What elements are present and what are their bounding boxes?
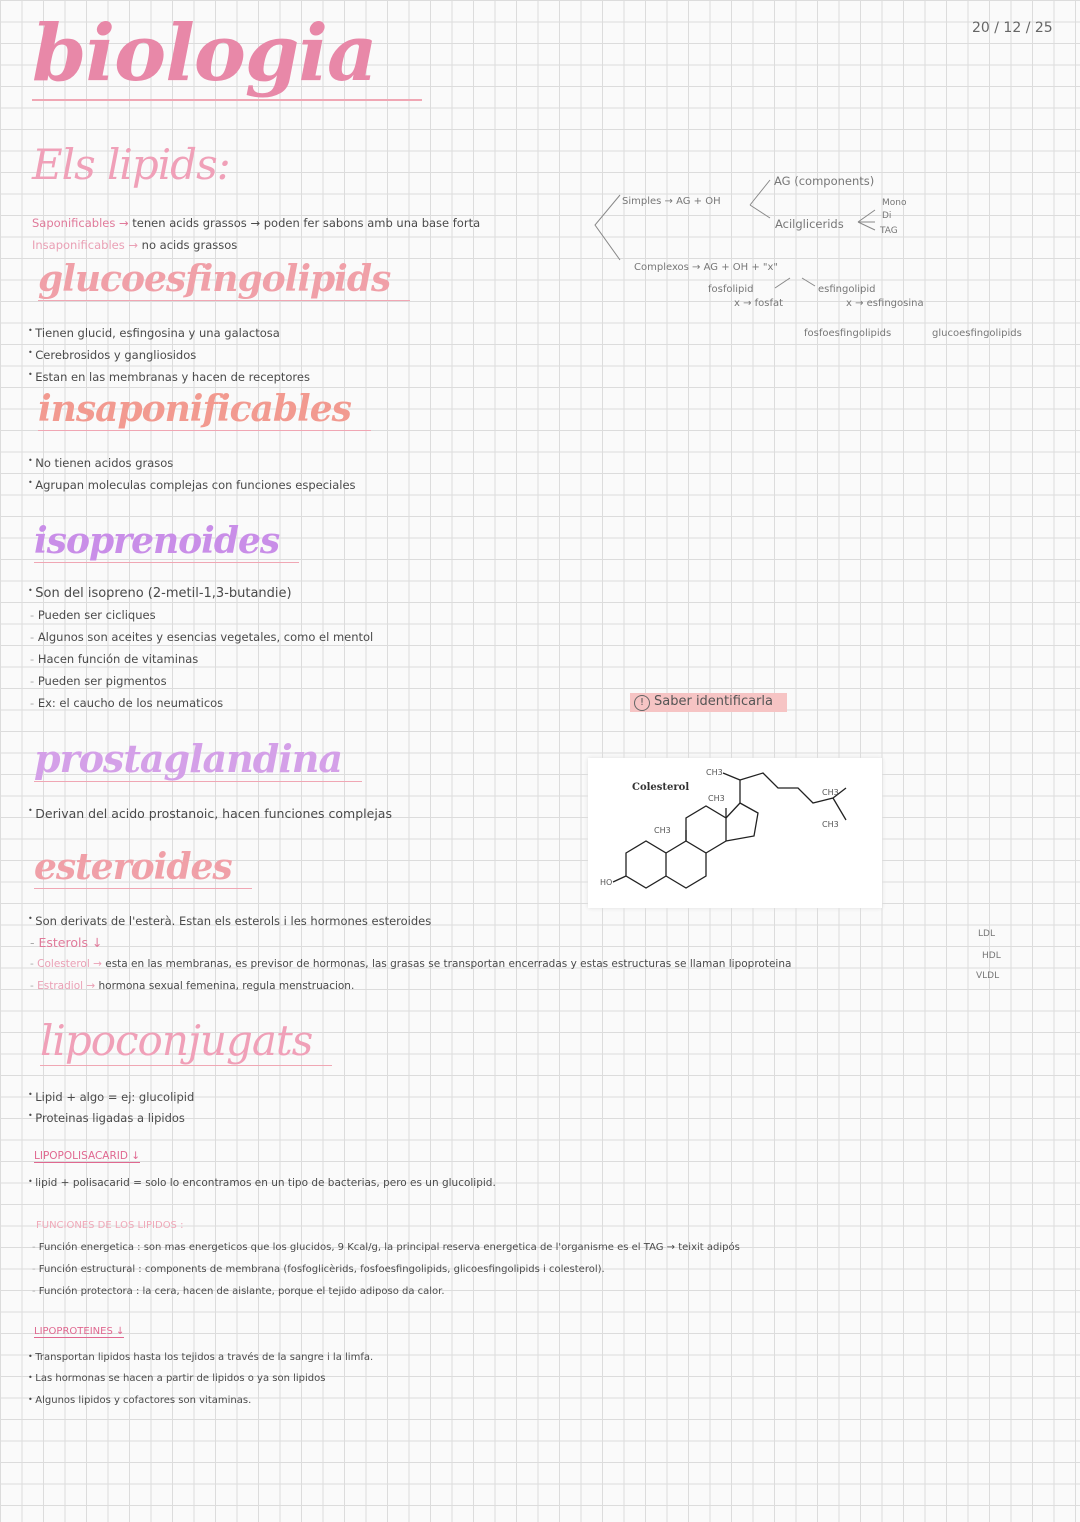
heading-prostaglandina: prostaglandina	[34, 736, 362, 782]
colesterol-line	[30, 958, 791, 970]
list-item: • No tienen acidos grasos	[28, 456, 173, 470]
tree-esfingolipid: esfingolipid	[818, 284, 876, 295]
intro: • Son derivats de l'esterà. Estan els esterols i les hormones esteroides	[28, 914, 431, 928]
label: Estradiol →	[37, 980, 96, 992]
tree-ag: AG (components)	[774, 174, 875, 188]
ch3-label: CH3	[706, 768, 723, 777]
list-item: • Lipid + algo = ej: glucolipid	[28, 1090, 194, 1104]
tree-x-esfingosina: x → esfingosina	[846, 298, 924, 309]
vldl: VLDL	[976, 971, 1000, 981]
list-item: - Pueden ser pigmentos	[30, 674, 167, 688]
insaponificables-line	[32, 238, 237, 252]
tree-di: Di	[882, 211, 892, 221]
ch3-label: CH3	[822, 820, 839, 829]
list-item: • Derivan del acido prostanoic, hacen funciones complejas	[28, 806, 392, 821]
list-item: • Son del isopreno (2-metil-1,3-butandie)	[28, 586, 292, 601]
cholesterol-structure	[588, 758, 882, 908]
page-title: biologia	[32, 8, 422, 101]
tree-complexos: Complexos → AG + OH + "x"	[634, 262, 779, 273]
list-item: - Función protectora : la cera, hacen de aislante, porque el tejido adiposo da calor.	[32, 1286, 445, 1297]
heading-funciones: FUNCIONES DE LOS LIPIDOS :	[36, 1220, 184, 1231]
list-item: - Ex: el caucho de los neumaticos	[30, 696, 223, 710]
hdl: HDL	[982, 951, 1001, 961]
list-item: • Agrupan moleculas complejas con funciones especiales	[28, 478, 356, 492]
heading-esteroides: esteroides	[34, 846, 252, 889]
tree-fosfolipid: fosfolipid	[708, 284, 754, 295]
list-item: • Algunos lipidos y cofactores son vitaminas.	[28, 1395, 251, 1406]
callout-text: Saber identificarla	[654, 694, 773, 709]
alert-icon: !	[634, 695, 650, 711]
tree-x-fosfat: x → fosfat	[734, 298, 784, 309]
text: hormona sexual femenina, regula menstruacion.	[98, 980, 355, 992]
heading-lipoconjugats: lipoconjugats	[40, 1016, 332, 1066]
label: Saponificables →	[32, 216, 129, 230]
list-item: - Hacen función de vitaminas	[30, 652, 198, 666]
heading-lipopolisacarid: LIPOPOLISACARID ↓	[34, 1150, 141, 1162]
heading-insaponificables: insaponificables	[38, 388, 371, 431]
list-item: - Algunos son aceites y esencias vegetales, como el mentol	[30, 630, 373, 644]
estradiol-line	[30, 980, 354, 992]
saponificables-line	[32, 216, 480, 230]
ch3-label: CH3	[708, 794, 725, 803]
list-item: • Las hormonas se hacen a partir de lipidos o ya son lipidos	[28, 1373, 325, 1384]
list-item: - Función energetica : son mas energeticos que los glucidos, 9 Kcal/g, la principal reserva energetica de l'organisme es el TAG → teixit adipós	[32, 1242, 740, 1253]
list-item: • Transportan lipidos hasta los tejidos a través de la sangre i la limfa.	[28, 1352, 373, 1363]
list-item: - Pueden ser cicliques	[30, 608, 156, 622]
heading-lipoproteines: LIPOPROTEINES ↓	[34, 1326, 125, 1337]
ch3-label: CH3	[822, 788, 839, 797]
text: esta en las membranas, es previsor de hormonas, las grasas se transportan encerradas y estas estructuras se llaman lipoproteina	[105, 958, 792, 970]
heading-glucoesfingolipids: glucoesfingolipids	[38, 258, 410, 301]
text: no acids grassos	[141, 238, 238, 252]
molecule-image	[588, 758, 882, 908]
list-item: • Cerebrosidos y gangliosidos	[28, 348, 196, 362]
list-item: • Proteinas ligadas a lipidos	[28, 1111, 185, 1125]
label: Insaponificables →	[32, 238, 139, 252]
tree-mono: Mono	[882, 198, 907, 208]
list-item: - Función estructural : components de membrana (fosfoglicèrids, fosfoesfingolipids, glicoesfingolipids i colesterol).	[32, 1264, 605, 1275]
tree-acilglicerids: Acilglicerids	[775, 217, 844, 231]
ho-label: HO	[600, 878, 613, 887]
callout	[630, 693, 787, 712]
ch3-label: CH3	[654, 826, 671, 835]
date: 20 / 12 / 25	[972, 20, 1053, 36]
heading-isoprenoides: isoprenoides	[34, 520, 299, 563]
tree-glucoesfingolipids: glucoesfingolipids	[932, 328, 1022, 339]
ldl: LDL	[978, 929, 995, 939]
molecule-name: Colesterol	[632, 782, 690, 793]
text: tenen acids grassos → poden fer sabons amb una base forta	[132, 216, 481, 230]
section-title: Els lipids:	[32, 140, 230, 189]
label: Colesterol →	[37, 958, 102, 970]
tree-tag: TAG	[880, 226, 898, 236]
tree-simples: Simples → AG + OH	[622, 196, 721, 207]
tree-fosfoesfingolipids: fosfoesfingolipids	[804, 328, 892, 339]
list-item: • Estan en las membranas y hacen de receptores	[28, 370, 310, 384]
esterols-label: - Esterols ↓	[30, 935, 102, 950]
list-item: • lipid + polisacarid = solo lo encontramos en un tipo de bacterias, pero es un glucolipid.	[28, 1177, 496, 1189]
list-item: • Tienen glucid, esfingosina y una galactosa	[28, 326, 280, 340]
